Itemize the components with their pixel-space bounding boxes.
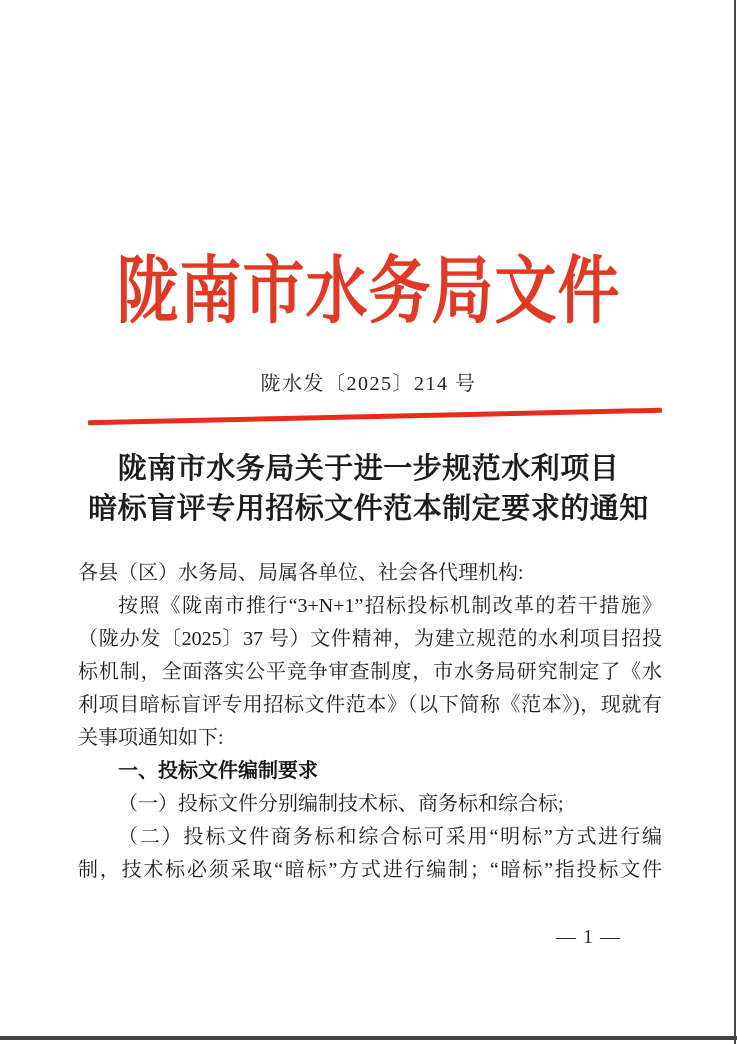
document-number: 陇水发〔2025〕214 号 — [260, 373, 477, 395]
body-line: 关事项通知如下: — [78, 727, 224, 749]
body-line-salutation: 各县（区）水务局、局属各单位、社会各代理机构: — [78, 562, 524, 584]
subject-line-2: 暗标盲评专用招标文件范本制定要求的通知 — [88, 493, 649, 525]
body-line: 制，技术标必须采取“暗标”方式进行编制；“暗标”指投标文件 — [78, 859, 662, 881]
document-header-title: 陇南市水务局文件 — [116, 252, 621, 333]
body-line: （一）投标文件分别编制技术标、商务标和综合标; — [118, 793, 564, 815]
body-line: （二）投标文件商务标和综合标可采用“明标”方式进行编 — [118, 826, 662, 848]
page-number: — 1 — — [556, 926, 621, 948]
scan-edge-right — [734, 0, 736, 1044]
body-section-heading: 一、投标文件编制要求 — [118, 760, 318, 782]
body-line: 标机制，全面落实公平竞争审查制度，市水务局研究制定了《水 — [78, 661, 662, 683]
body-line: 利项目暗标盲评专用招标文件范本》（以下简称《范本》)，现就有 — [78, 694, 662, 716]
document-subject — [0, 449, 737, 529]
body-line: （陇办发〔2025〕37 号）文件精神，为建立规范的水利项目招投 — [78, 628, 662, 650]
document-body — [78, 557, 662, 887]
subject-line-1: 陇南市水务局关于进一步规范水利项目 — [117, 453, 620, 485]
scan-edge-bottom — [0, 1036, 737, 1040]
red-separator-rule — [88, 408, 662, 426]
body-line: 按照《陇南市推行“3+N+1”招标投标机制改革的若干措施》 — [118, 595, 662, 617]
